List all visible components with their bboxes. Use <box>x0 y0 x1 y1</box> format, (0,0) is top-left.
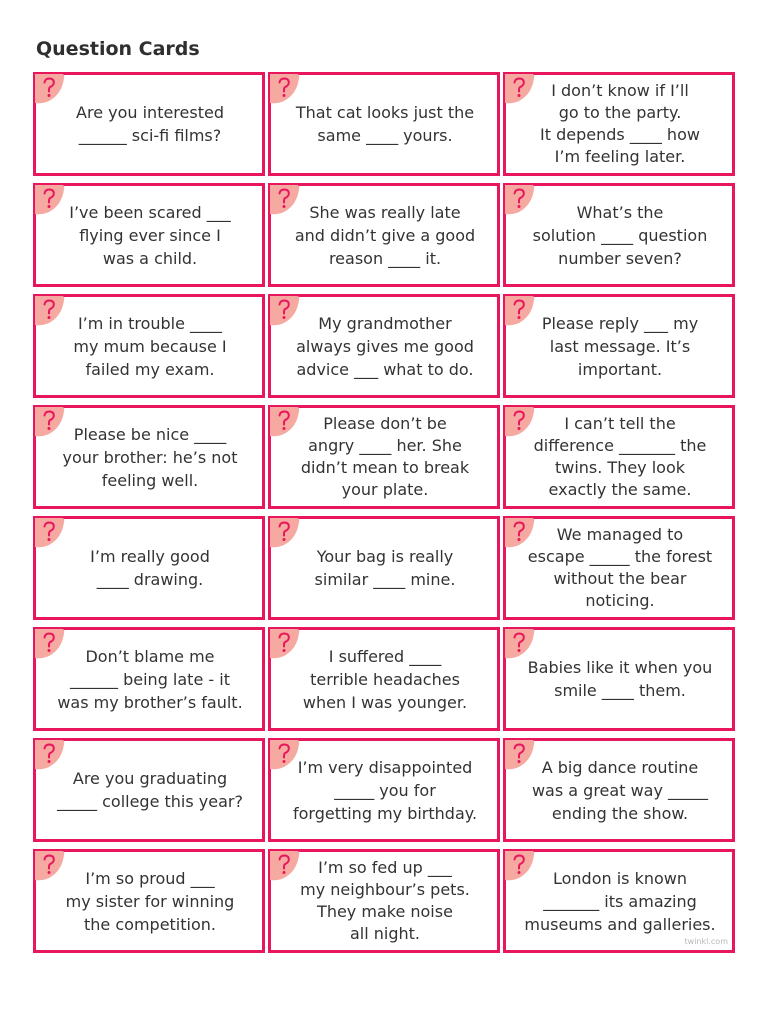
question-mark-icon <box>270 740 300 770</box>
question-card <box>503 738 735 842</box>
question-mark-icon <box>270 629 300 659</box>
question-card-text: I suffered ____ terrible headaches when I was younger. <box>302 646 468 712</box>
question-card <box>33 72 265 176</box>
question-card-text: Your bag is really similar ____ mine. <box>314 547 456 589</box>
question-card <box>268 849 500 953</box>
question-card-text: I can’t tell the difference _______ the twins. They look exactly the same. <box>533 414 707 499</box>
question-card-grid <box>33 72 735 953</box>
question-card-text: I’m in trouble ____ my mum because I failed my exam. <box>73 313 227 379</box>
question-mark-icon <box>505 851 535 881</box>
question-card-text: We managed to escape _____ the forest without the bear noticing. <box>527 525 713 610</box>
question-mark-icon <box>270 518 300 548</box>
question-mark-icon <box>35 185 65 215</box>
question-mark-icon <box>270 407 300 437</box>
question-mark-icon <box>505 74 535 104</box>
page-title: Question Cards <box>36 38 200 60</box>
question-card <box>33 294 265 398</box>
watermark-text: twinkl.com <box>684 937 728 946</box>
question-card <box>268 294 500 398</box>
question-card <box>33 627 265 731</box>
question-card-text: A big dance routine was a great way _____ ending the show. <box>531 757 709 823</box>
question-mark-icon <box>505 740 535 770</box>
question-card-text: Don’t blame me ______ being late - it was my brother’s fault. <box>57 646 243 712</box>
question-mark-icon <box>505 296 535 326</box>
question-card <box>503 516 735 620</box>
question-card-text: I don’t know if I’ll go to the party. It depends ____ how I’m feeling later. <box>540 81 700 166</box>
question-card <box>33 849 265 953</box>
question-card-text: I’m very disappointed _____ you for forgetting my birthday. <box>292 757 478 823</box>
question-card <box>33 738 265 842</box>
question-card <box>503 72 735 176</box>
question-card <box>33 405 265 509</box>
question-card <box>503 294 735 398</box>
question-mark-icon <box>270 185 300 215</box>
question-mark-icon <box>270 851 300 881</box>
question-card <box>268 738 500 842</box>
question-mark-icon <box>35 407 65 437</box>
question-card-text: Babies like it when you smile ____ them. <box>527 658 713 700</box>
question-mark-icon <box>35 629 65 659</box>
question-card <box>503 627 735 731</box>
question-card <box>503 183 735 287</box>
question-mark-icon <box>505 518 535 548</box>
question-card-text: What’s the solution ____ question number seven? <box>532 202 708 268</box>
question-card-text: London is known _______ its amazing museums and galleries. <box>524 868 716 934</box>
question-card-text: Are you graduating _____ college this year? <box>57 769 243 811</box>
question-mark-icon <box>505 407 535 437</box>
question-card <box>268 72 500 176</box>
question-card <box>33 183 265 287</box>
question-card-text: I’m really good ____ drawing. <box>90 547 210 589</box>
question-mark-icon <box>35 851 65 881</box>
question-card <box>33 516 265 620</box>
question-card-text: Are you interested ______ sci-fi films? <box>76 103 224 145</box>
question-card-text: She was really late and didn’t give a good reason ____ it. <box>294 202 476 268</box>
question-card <box>268 627 500 731</box>
question-card-text: Please don’t be angry ____ her. She didn’t mean to break your plate. <box>300 414 470 499</box>
question-mark-icon <box>505 629 535 659</box>
question-card <box>268 405 500 509</box>
question-card-text: I’ve been scared ___ flying ever since I was a child. <box>69 202 231 268</box>
question-card-text: My grandmother always gives me good advice ___ what to do. <box>296 313 474 379</box>
question-mark-icon <box>35 740 65 770</box>
question-card-text: Please be nice ____ your brother: he’s not feeling well. <box>62 424 238 490</box>
question-mark-icon <box>270 296 300 326</box>
question-mark-icon <box>35 296 65 326</box>
question-card-text: That cat looks just the same ____ yours. <box>295 103 475 145</box>
question-mark-icon <box>35 518 65 548</box>
question-card-text: I’m so fed up ___ my neighbour’s pets. They make noise all night. <box>300 858 470 943</box>
question-card <box>268 516 500 620</box>
question-mark-icon <box>35 74 65 104</box>
question-mark-icon <box>505 185 535 215</box>
question-mark-icon <box>270 74 300 104</box>
question-card <box>268 183 500 287</box>
question-card-text: Please reply ___ my last message. It’s important. <box>541 313 699 379</box>
question-card-text: I’m so proud ___ my sister for winning the competition. <box>65 868 235 934</box>
question-card <box>503 405 735 509</box>
